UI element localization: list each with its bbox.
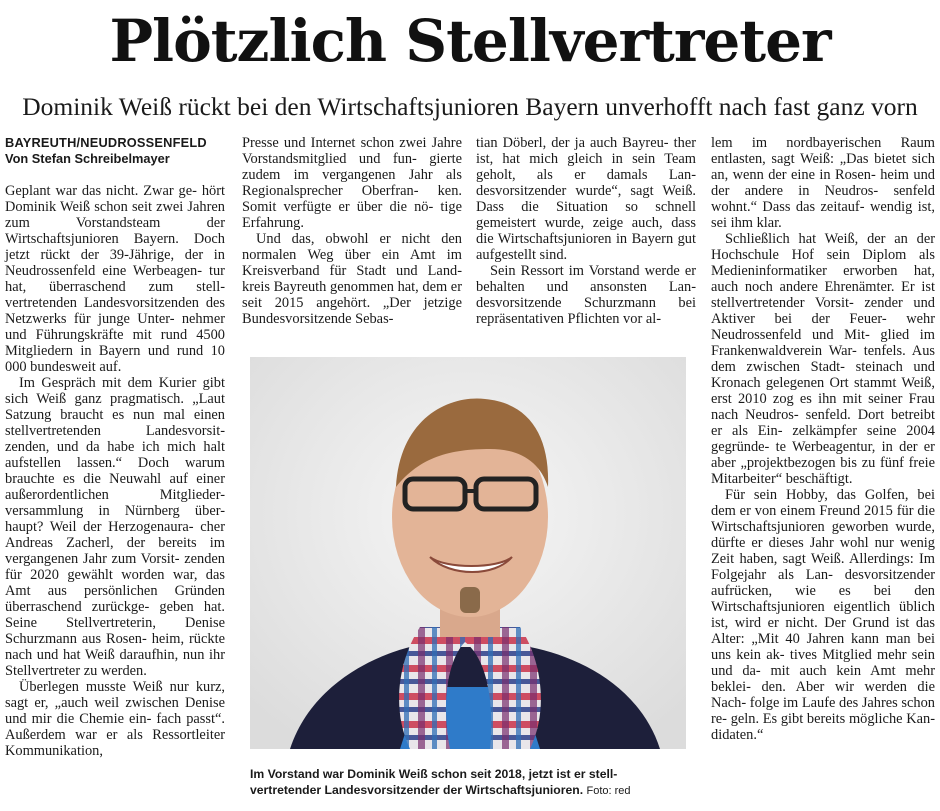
text-line: Geplant war das nicht. Zwar ge- xyxy=(5,183,197,199)
paragraph xyxy=(5,375,225,679)
text-line: zelkämpfer seine 2004 gegründe- xyxy=(711,423,935,455)
paragraph xyxy=(711,487,935,743)
text-line: im vergangenen Jahr zum Vorsit- xyxy=(5,535,225,567)
text-line: wendig ist, sei ihm klar. xyxy=(711,199,935,231)
text-line: fach passt“. Außerdem war er als xyxy=(5,711,225,743)
paragraph xyxy=(5,679,225,759)
text-line: Jahren zum Vorstandsteam der xyxy=(5,199,225,231)
text-line: vertretenden Landesvorsitzenden xyxy=(5,295,199,311)
text-line: Schließlich hat Weiß, der an der xyxy=(725,231,935,247)
text-line: eigentlich üblich ist, wird er nicht. xyxy=(711,599,935,631)
text-line: desvorsitzender wurde“, sagt xyxy=(476,183,654,199)
paragraph xyxy=(711,135,935,231)
text-line: war, das Amt aus persönlichen xyxy=(5,567,225,599)
text-line: tives Mitglied mehr sein und da- xyxy=(711,647,935,679)
text-line: er behalten und ansonsten Lan- xyxy=(476,263,696,295)
text-line: folge im Laufe des Jahres schon re- xyxy=(711,695,935,727)
text-line: wehr Neudrossenfeld und Mit- xyxy=(711,311,935,343)
text-line: te Werbeagentur, in der er aber xyxy=(711,439,935,471)
text-line: stellvertretenden Landesvorsit- xyxy=(5,423,225,439)
paragraph xyxy=(711,231,935,487)
article-column-2 xyxy=(242,135,462,327)
text-line: steinach und Kronach gelegenen xyxy=(711,359,935,391)
caption-line: vertretender Landesvorsitzender der Wirtschaftsjunioren. xyxy=(250,783,584,797)
text-line: den. Aber wir werden die Nach- xyxy=(711,679,935,711)
paragraph xyxy=(242,231,462,327)
text-line: nehmer und Führungskräfte mit xyxy=(5,311,225,343)
text-line: Ressortleiter Kommunikation, xyxy=(5,727,225,759)
caption-line: Im Vorstand war Dominik Weiß schon seit 2018, jetzt ist er stell- xyxy=(250,767,618,781)
headline: Plötzlich Stellvertreter xyxy=(109,7,831,75)
text-line: Wirtschaftsjunioren Bayern. Doch xyxy=(5,231,225,247)
text-line: Jahre Vorstandsmitglied und fun- xyxy=(242,135,462,167)
text-line: desvorsitzender aufrücken, wie es xyxy=(711,567,935,599)
text-line: Er ist stellvertretender Vorsit- xyxy=(711,279,935,311)
article-column-1 xyxy=(5,135,225,759)
text-line: zender und Aktiver bei der Feuer- xyxy=(711,295,935,327)
text-line: sich an, wenn der eine in Rosen- xyxy=(711,151,935,183)
text-line: werden. xyxy=(100,663,147,679)
text-line: Kreisverband für Stadt und Land- xyxy=(242,263,462,279)
dateline: BAYREUTH/NEUDROSSENFELD xyxy=(5,135,207,150)
text-line: Hochschule Hof sein Diplom als xyxy=(711,247,935,263)
text-line: brauchte es die Neuwahl auf einer xyxy=(5,471,225,487)
text-line: glied im Frankenwaldverein War- xyxy=(711,327,935,359)
text-line: tian Döberl, der ja auch Bayreu- xyxy=(476,135,669,151)
text-line: hört Dominik Weiß schon seit zwei xyxy=(5,183,225,215)
portrait-illustration xyxy=(250,357,686,749)
text-line: Überlegen musste Weiß nur xyxy=(19,679,189,695)
text-line: und rund 10 000 bundesweit auf. xyxy=(5,343,225,375)
text-line: nur wenig Zeit haben, sagt Weiß. xyxy=(711,535,935,567)
text-line: zenden für 2020 gewählt worden xyxy=(5,551,225,583)
text-line: dem er seit 2015 angehört. „Der xyxy=(242,279,462,311)
text-line: lem im nordbayerischen Raum xyxy=(711,135,935,151)
text-line: sich Weiß ganz pragmatisch. „Laut xyxy=(5,391,225,407)
text-line: ken. Somit verfügte er über die nö- xyxy=(242,183,462,215)
text-line: Neudrossenfeld eine Werbeagen- xyxy=(5,263,203,279)
text-line: daraufhin, nun ihr Stellvertreter zu xyxy=(5,647,225,679)
paragraph xyxy=(5,183,225,375)
text-line: des Netzwerks für junge Unter- xyxy=(5,295,225,327)
text-line: die Wirtschaftsjunioren in Bayern xyxy=(476,231,674,247)
text-line: senfeld wohnt.“ Dass das zeitauf- xyxy=(711,183,935,215)
text-line: Gründen überraschend zurückge- xyxy=(5,583,225,615)
text-line: tenfels. Aus dem zwischen Stadt- xyxy=(711,343,935,375)
text-line: Und das, obwohl er nicht den xyxy=(256,231,462,247)
text-line: Ort stammt Weiß, erst 2010 zog es xyxy=(711,375,935,407)
text-line: haupt? Weil der Herzogenaura- xyxy=(5,519,194,535)
text-line: ihn mit seiner Frau nach Neudros- xyxy=(711,391,935,423)
text-line: als Regionalsprecher Oberfran- xyxy=(242,167,462,199)
text-line: gut aufgestellt sind. xyxy=(476,231,696,263)
text-line: repräsentativen Pflichten vor al- xyxy=(476,311,662,327)
text-line: aufstellen lassen.“ Doch warum xyxy=(5,455,225,471)
text-line: Allerdings: Im Folgejahr als Lan- xyxy=(711,551,935,583)
text-line: heim, rückte nach und hat Weiß xyxy=(5,631,225,663)
text-line: außerordentlichen Mitglieder- xyxy=(5,487,225,503)
text-line: Weiß. Dass die Situation so schnell xyxy=(476,183,696,215)
text-line: tur hat, überraschend zum stell- xyxy=(5,263,225,295)
text-line: bei den Wirtschaftsjunioren xyxy=(711,583,935,615)
photo-caption xyxy=(250,766,690,799)
photo-credit: Foto: red xyxy=(586,785,631,797)
text-line: Sein Ressort im Vorstand werde xyxy=(490,263,680,279)
text-line: versammlung in Nürnberg über- xyxy=(5,503,225,519)
paragraph xyxy=(476,263,696,327)
text-line: desvorsitzende Schurzmann bei xyxy=(476,295,696,311)
text-line: normalen Weg über ein Amt im xyxy=(242,247,462,263)
text-line: kreis Bayreuth genommen hat, xyxy=(242,279,419,295)
text-line: gemeistert wurde, zeige auch, dass xyxy=(476,215,696,231)
text-line: rund 4500 Mitgliedern in Bayern xyxy=(5,327,225,359)
text-line: senfeld. Dort betreibt er als Ein- xyxy=(711,407,935,439)
text-line: Mitarbeiter“ beschäftigt. xyxy=(711,471,853,487)
portrait-photo xyxy=(250,357,686,749)
text-line: geben hat. Seine Stellvertreterin, xyxy=(5,599,225,631)
paragraph xyxy=(242,135,462,231)
text-line: Denise Schurzmann aus Rosen- xyxy=(5,615,225,647)
paragraph xyxy=(476,135,696,263)
text-line: heim und der andere in Neudros- xyxy=(711,167,935,199)
text-line: Der Grund ist das Alter: „Mit 40 xyxy=(711,615,936,647)
text-line: geln. Es gibt bereits mögliche Kan- xyxy=(730,711,935,727)
text-line: die Wirtschaftsjunioren geworben xyxy=(711,503,935,535)
text-line: entlasten, sagt Weiß: „Das bietet xyxy=(711,151,907,167)
text-line: Für sein Hobby, das Golfen, bei xyxy=(725,487,935,503)
text-line: „projektbezogen bis zu fünf freie xyxy=(740,455,935,471)
byline: Von Stefan Schreibelmayer xyxy=(5,151,170,166)
text-line: Denise und mir die Chemie ein- xyxy=(5,695,225,727)
text-line: Team geholt, als er damals Lan- xyxy=(476,151,697,183)
article-column-4 xyxy=(711,135,935,743)
text-line: wurde, dürfte er dieses Jahr wohl xyxy=(711,519,935,551)
text-line: jetzt rückt der 39-Jährige, der in xyxy=(5,247,225,263)
text-line: ther ist, hat mich gleich in sein xyxy=(476,135,696,167)
text-line: dem er von einem Freund 2015 für xyxy=(711,503,914,519)
text-line: gierte zudem im vergangenen Jahr xyxy=(242,151,462,183)
text-line: zenden, und da habe ich mich halt xyxy=(5,439,225,455)
text-line: hat, auch noch andere Ehrenämter. xyxy=(711,263,935,295)
text-line: mit auch kein Amt mehr beklei- xyxy=(711,663,935,695)
text-line: Presse und Internet schon zwei xyxy=(242,135,427,151)
text-line: Medieninformatiker erworben xyxy=(711,263,898,279)
text-line: Satzung braucht es nun mal einen xyxy=(5,407,225,423)
text-line: tige Erfahrung. xyxy=(242,199,462,231)
text-line: cher Andreas Zacherl, der bereits xyxy=(5,519,225,551)
text-line: jetzige Bundesvorsitzende Sebas- xyxy=(242,295,462,327)
text-line: Im Gespräch mit dem Kurier gibt xyxy=(19,375,225,391)
article-column-3 xyxy=(476,135,696,327)
text-line: didaten.“ xyxy=(711,727,764,743)
text-line: Jahren kann man bei uns kein ak- xyxy=(711,631,935,663)
text-line: kurz, sagt er, „auch weil zwischen xyxy=(5,679,225,711)
subheadline: Dominik Weiß rückt bei den Wirtschaftsjunioren Bayern unverhofft nach fast ganz vorn xyxy=(22,92,918,121)
